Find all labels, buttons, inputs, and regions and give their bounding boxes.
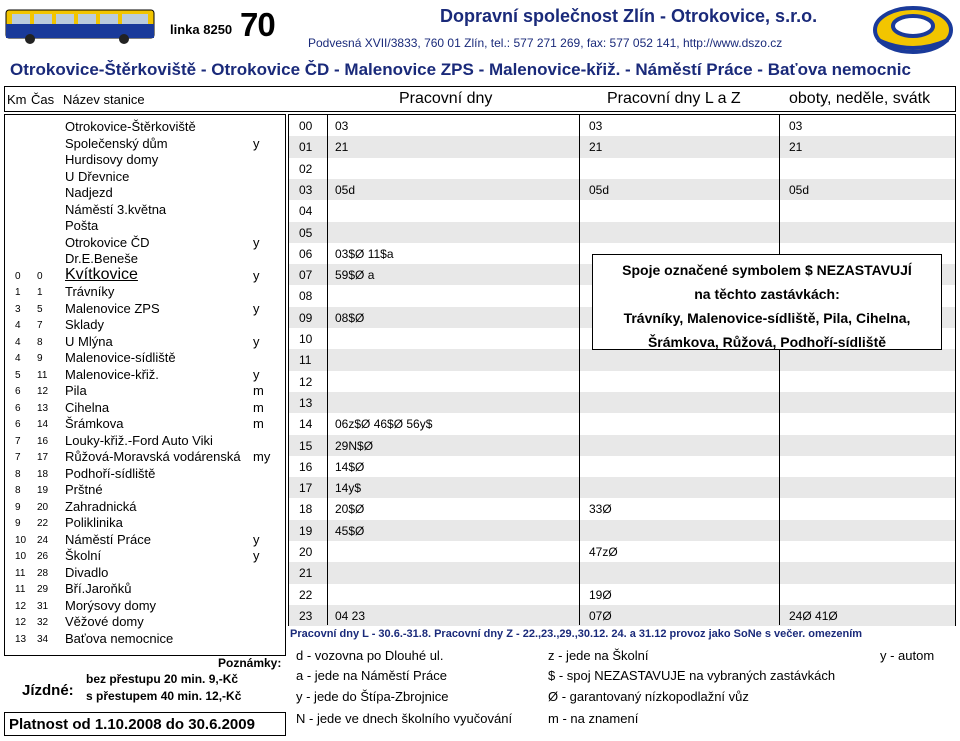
hour-label: 22 — [299, 587, 313, 602]
station-time: 29 — [37, 584, 49, 595]
station-row — [5, 169, 287, 186]
station-time: 32 — [37, 617, 49, 628]
station-time: 17 — [37, 452, 49, 463]
station-km: 11 — [15, 567, 26, 579]
station-name: Růžová-Moravská vodárenská — [65, 449, 241, 464]
weekday-lz-departures: 05d — [589, 182, 610, 197]
station-name: Kvítkovice — [65, 265, 138, 283]
station-km: 9 — [15, 518, 21, 529]
notes-label: Poznámky: — [218, 656, 282, 670]
station-time: 31 — [37, 600, 49, 612]
weekday-departures: 21 — [335, 140, 349, 155]
station-row — [5, 532, 287, 549]
station-km: 0 — [15, 270, 21, 282]
notice-line: Trávníky, Malenovice-sídliště, Pila, Cihelna, — [623, 310, 911, 326]
station-name: Malenovice-sídliště — [65, 350, 176, 365]
validity-note: Pracovní dny L - 30.6.-31.8. Pracovní dny Z - 22.,23.,29.,30.12. 24. a 31.12 provoz jako SoNe s večer. omezením — [290, 628, 863, 640]
station-name: Sklady — [65, 317, 105, 332]
fare-label: Jízdné: — [22, 682, 74, 699]
bus-icon — [4, 6, 156, 46]
station-km: 7 — [15, 435, 21, 447]
station-row — [5, 152, 287, 169]
station-row — [5, 136, 287, 153]
station-row — [5, 482, 287, 499]
station-name: Morýsovy domy — [65, 597, 157, 613]
company-address: Podvesná XVII/3833, 760 01 Zlín, tel.: 577 271 269, fax: 577 052 141, http://www.dszo.cz — [308, 36, 783, 50]
station-flag: y — [253, 267, 260, 283]
hour-row — [289, 477, 955, 498]
station-row — [5, 581, 287, 598]
legend-dollar: $ - spoj NEZASTAVUJE na vybraných zastávkách — [548, 668, 836, 683]
station-time: 34 — [37, 633, 49, 645]
station-km: 4 — [15, 320, 21, 331]
station-km: 4 — [15, 353, 21, 364]
station-name: Cihelna — [65, 399, 110, 415]
station-flag: y — [253, 366, 260, 382]
station-name: Trávníky — [65, 284, 115, 299]
company-logo — [872, 4, 954, 56]
notice-line: Šrámkova, Růžová, Podhoří-sídliště — [647, 334, 887, 350]
station-name: Pošta — [65, 218, 99, 233]
weekday-lz-departures: 03 — [589, 119, 603, 133]
station-time: 1 — [37, 287, 43, 298]
station-row — [5, 416, 287, 433]
hour-label: 04 — [299, 204, 313, 219]
station-km: 5 — [15, 369, 21, 381]
station-km: 8 — [15, 485, 21, 496]
hour-row — [289, 435, 955, 456]
notice-box — [592, 254, 942, 350]
station-time: 14 — [37, 419, 49, 430]
hour-label: 16 — [299, 459, 313, 474]
weekday-lz-departures: 33Ø — [589, 502, 612, 517]
notice-line: na těchto zastávkách: — [694, 286, 840, 302]
station-name: Malenovice ZPS — [65, 300, 160, 316]
station-name: Divadlo — [65, 564, 109, 580]
station-name: Školní — [65, 548, 102, 563]
station-row — [5, 466, 287, 483]
fare-line: bez přestupu 20 min. 9,-Kč — [86, 672, 239, 686]
column-header-row — [4, 86, 956, 112]
station-name: Poliklinika — [65, 515, 123, 530]
weekend-departures: 24Ø 41Ø — [789, 608, 838, 623]
hour-label: 05 — [299, 225, 313, 240]
hour-label: 10 — [299, 332, 313, 346]
station-name: Prštné — [65, 482, 103, 497]
station-name: Náměstí Práce — [65, 531, 151, 547]
station-row — [5, 565, 287, 582]
station-row — [5, 499, 287, 516]
weekday-departures: 29N$Ø — [335, 438, 374, 453]
hour-row — [289, 541, 955, 562]
station-row — [5, 317, 287, 334]
station-name: Malenovice-křiž. — [65, 366, 159, 382]
station-flag: y — [253, 300, 260, 316]
weekday-departures: 14$Ø — [335, 459, 365, 474]
hour-label: 20 — [299, 545, 313, 559]
hour-row — [289, 136, 955, 157]
station-km: 3 — [15, 303, 21, 315]
line-label: linka 8250 — [170, 22, 233, 37]
station-time: 28 — [37, 567, 49, 579]
weekend-header: oboty, neděle, svátk — [789, 90, 931, 107]
station-row — [5, 614, 287, 631]
hour-label: 15 — [299, 438, 313, 453]
station-km: 4 — [15, 336, 21, 348]
station-flag: y — [253, 548, 260, 563]
station-flag: m — [253, 399, 264, 415]
hour-label: 09 — [299, 310, 313, 325]
station-row — [5, 548, 287, 565]
station-row — [5, 449, 287, 466]
hour-label: 06 — [299, 246, 313, 261]
station-name: Bří.Jaroňků — [65, 581, 132, 596]
hour-label: 23 — [299, 608, 313, 623]
station-time: 13 — [37, 402, 49, 414]
station-name: Otrokovice ČD — [65, 234, 150, 250]
hour-row — [289, 498, 955, 519]
station-km: 12 — [15, 617, 27, 628]
hour-row — [289, 520, 955, 541]
hour-row — [289, 584, 955, 605]
legend-d: d - vozovna po Dlouhé ul. — [296, 648, 444, 663]
line-number: 70 — [240, 6, 275, 43]
weekdays-lz-header: Pracovní dny L a Z — [607, 90, 741, 107]
hour-row — [289, 222, 955, 243]
hour-row — [289, 413, 955, 434]
station-row — [5, 367, 287, 384]
hour-row — [289, 456, 955, 477]
station-time: 5 — [37, 303, 43, 315]
departure-grid — [288, 114, 956, 626]
legend-lowfloor: Ø - garantovaný nízkopodlažní vůz — [548, 689, 749, 704]
station-name: Věžové domy — [65, 614, 144, 629]
hour-label: 08 — [299, 289, 313, 304]
route-title: Otrokovice-Štěrkoviště - Otrokovice ČD - Malenovice ZPS - Malenovice-křiž. - Náměstí Práce - Baťova nemocnic — [10, 60, 911, 79]
station-time: 20 — [37, 501, 49, 513]
station-time: 11 — [37, 369, 48, 381]
station-row — [5, 301, 287, 318]
station-row — [5, 433, 287, 450]
hour-label: 01 — [299, 140, 313, 155]
weekend-departures: 21 — [789, 140, 803, 155]
station-list — [4, 114, 286, 656]
legend-y-auto: y - autom — [880, 648, 935, 663]
grid-divider — [579, 115, 580, 625]
station-name: Šrámkova — [65, 416, 124, 431]
station-time: 16 — [37, 435, 49, 447]
station-name: Otrokovice-Štěrkoviště — [65, 119, 196, 134]
weekday-departures: 05d — [335, 182, 356, 197]
weekend-departures: 05d — [789, 182, 810, 197]
station-header: Název stanice — [63, 92, 145, 107]
hour-row — [289, 371, 955, 392]
hour-row — [289, 158, 955, 179]
hour-label: 18 — [299, 502, 313, 517]
station-km: 10 — [15, 534, 27, 546]
hour-label: 21 — [299, 566, 313, 581]
station-time: 0 — [37, 270, 43, 282]
station-flag: y — [253, 333, 260, 349]
weekday-departures: 59$Ø a — [335, 268, 375, 283]
weekday-departures: 08$Ø — [335, 310, 365, 325]
weekend-departures: 03 — [789, 119, 803, 133]
station-name: Nadjezd — [65, 185, 113, 200]
station-km: 7 — [15, 452, 21, 463]
hour-row — [289, 179, 955, 200]
weekday-departures: 04 23 — [335, 608, 366, 623]
hour-row — [289, 115, 955, 136]
station-name: Společenský dům — [65, 135, 168, 151]
station-name: U Dřevnice — [65, 168, 130, 184]
hour-label: 00 — [299, 119, 313, 133]
weekday-departures: 06z$Ø 46$Ø 56y$ — [335, 417, 433, 432]
station-row — [5, 119, 287, 136]
station-time: 8 — [37, 336, 43, 348]
station-time: 12 — [37, 386, 49, 397]
hour-row — [289, 562, 955, 583]
station-km: 11 — [15, 584, 26, 595]
station-row — [5, 515, 287, 532]
station-name: Zahradnická — [65, 498, 137, 514]
hour-label: 03 — [299, 182, 313, 197]
station-name: Podhoří-sídliště — [65, 465, 156, 481]
station-row — [5, 235, 287, 252]
station-time: 18 — [37, 468, 49, 480]
station-flag: m — [253, 383, 264, 398]
legend-m: m - na znamení — [548, 711, 639, 726]
hour-row — [289, 200, 955, 221]
weekday-departures: 14y$ — [335, 481, 362, 496]
station-name: Náměstí 3.května — [65, 201, 167, 217]
station-flag: y — [253, 234, 260, 250]
station-flag: y — [253, 135, 260, 151]
station-name: U Mlýna — [65, 333, 113, 349]
station-km: 13 — [15, 633, 27, 645]
hour-row — [289, 392, 955, 413]
station-row — [5, 383, 287, 400]
hour-label: 12 — [299, 374, 313, 389]
hour-row — [289, 605, 955, 626]
station-row — [5, 265, 287, 285]
station-row — [5, 400, 287, 417]
validity-period: Platnost od 1.10.2008 do 30.6.2009 — [4, 712, 286, 736]
legend-z: z - jede na Školní — [548, 648, 649, 663]
station-time: 9 — [37, 353, 43, 364]
station-flag: m — [253, 416, 264, 431]
grid-divider — [327, 115, 328, 625]
station-name: Louky-křiž.-Ford Auto Viki — [65, 432, 213, 448]
station-flag: y — [253, 531, 260, 547]
station-km: 9 — [15, 501, 21, 513]
station-row — [5, 284, 287, 301]
station-row — [5, 631, 287, 648]
weekday-lz-departures: 21 — [589, 140, 603, 155]
station-km: 6 — [15, 386, 21, 397]
station-time: 19 — [37, 485, 49, 496]
company-name: Dopravní společnost Zlín - Otrokovice, s.r.o. — [440, 6, 818, 26]
station-name: Pila — [65, 383, 87, 398]
hour-label: 17 — [299, 481, 313, 496]
station-row — [5, 185, 287, 202]
station-row — [5, 202, 287, 219]
station-time: 22 — [37, 518, 49, 529]
weekday-departures: 03 — [335, 119, 349, 133]
station-km: 1 — [15, 287, 21, 298]
station-time: 7 — [37, 320, 43, 331]
notice-line: Spoje označené symbolem $ NEZASTAVUJÍ — [622, 262, 912, 278]
station-km: 6 — [15, 402, 21, 414]
weekday-departures: 20$Ø — [335, 502, 365, 517]
station-row — [5, 334, 287, 351]
weekday-lz-departures: 07Ø — [589, 608, 612, 623]
station-km: 8 — [15, 468, 21, 480]
station-time: 24 — [37, 534, 49, 546]
station-km: 6 — [15, 419, 21, 430]
station-row — [5, 251, 287, 268]
legend-a: a - jede na Náměstí Práce — [296, 668, 448, 683]
station-row — [5, 218, 287, 235]
station-flag: my — [253, 449, 271, 464]
weekday-departures: 45$Ø — [335, 523, 365, 538]
station-km: 10 — [15, 551, 27, 562]
weekdays-header: Pracovní dny — [399, 90, 493, 107]
station-km: 12 — [15, 600, 27, 612]
hour-label: 14 — [299, 417, 313, 432]
weekday-departures: 03$Ø 11$a — [335, 246, 394, 261]
station-time: 26 — [37, 551, 49, 562]
weekday-lz-departures: 19Ø — [589, 587, 612, 602]
hour-label: 11 — [299, 353, 312, 368]
legend-n: N - jede ve dnech školního vyučování — [296, 711, 513, 726]
station-name: Hurdisovy domy — [65, 152, 159, 167]
hour-label: 13 — [299, 395, 313, 410]
fare-line: s přestupem 40 min. 12,-Kč — [86, 689, 242, 703]
weekday-lz-departures: 47zØ — [589, 545, 618, 559]
hour-label: 02 — [299, 161, 313, 176]
station-row — [5, 350, 287, 367]
station-name: Dr.E.Beneše — [65, 251, 138, 266]
hour-label: 07 — [299, 268, 313, 283]
station-name: Baťova nemocnice — [65, 630, 174, 646]
legend-y: y - jede do Štípa-Zbrojnice — [296, 689, 449, 704]
cas-header: Čas — [31, 92, 55, 107]
station-row — [5, 598, 287, 615]
grid-divider — [779, 115, 780, 625]
km-header: Km — [7, 92, 27, 107]
hour-label: 19 — [299, 523, 313, 538]
